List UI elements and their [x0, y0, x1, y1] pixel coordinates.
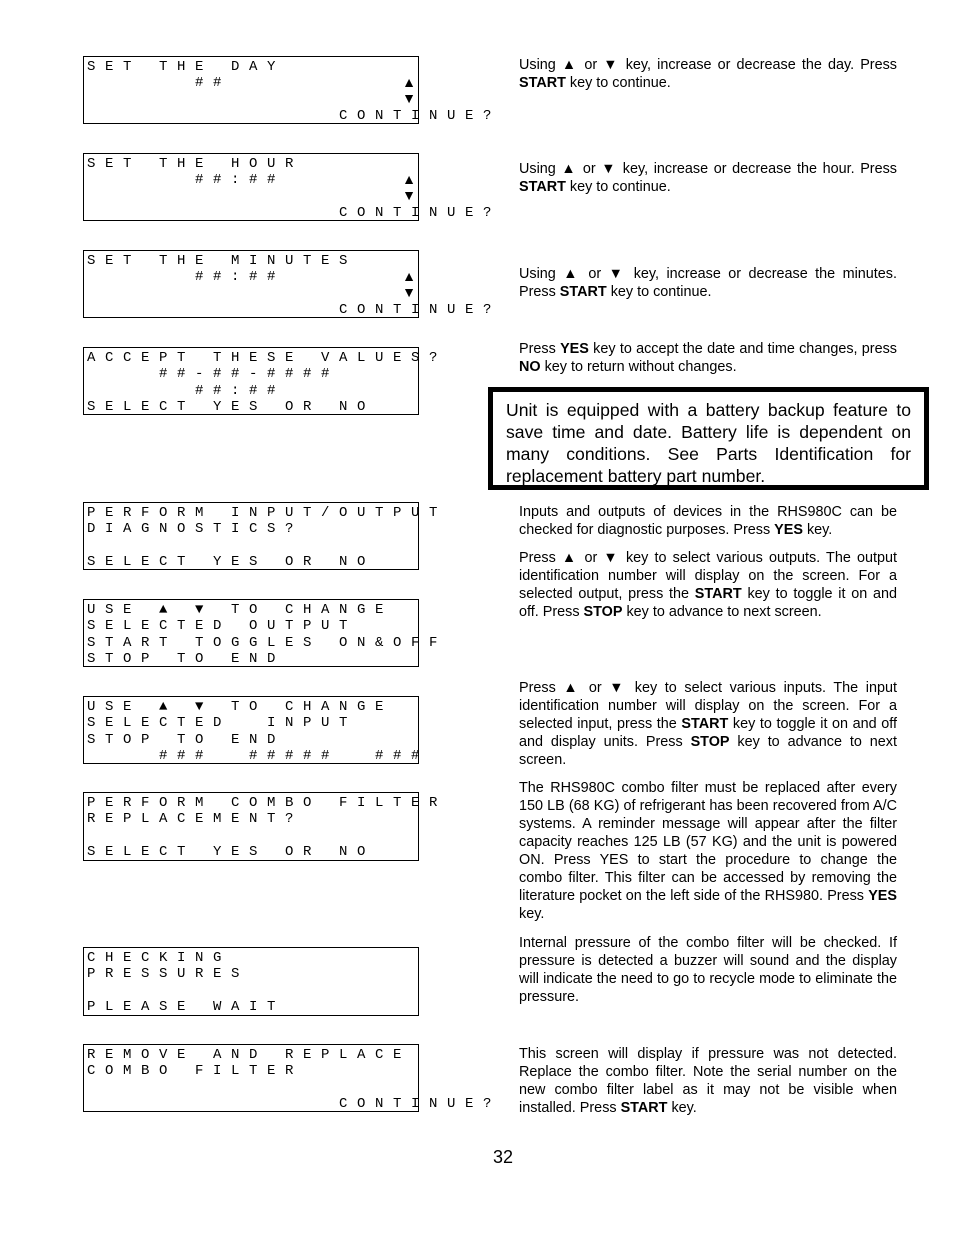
lcd-line: SELECTED INPUT [87, 715, 358, 731]
description-selected-output: Press ▲ or ▼ key to select various outputs. The output identification number will display on the screen. For a selected output, press the START key to toggle it on and off. Press STOP key to advance to next screen. [519, 550, 897, 620]
arrow-down-icon: ▼ [402, 187, 416, 203]
lcd-line: PERFORM COMBO FILTER [87, 795, 448, 811]
lcd-line: PERFORM INPUT/OUTPUT [87, 505, 448, 521]
lcd-line: SELECT YES OR NO [87, 399, 376, 415]
lcd-line: SELECT YES OR NO [87, 844, 376, 860]
description-set-day: Using ▲ or ▼ key, increase or decrease the day. Press START key to continue. [519, 57, 897, 91]
lcd-screen-checking-pressures [83, 947, 419, 1016]
arrow-down-icon: ▼ [402, 90, 416, 106]
lcd-line: ## [87, 75, 232, 91]
lcd-screen-remove-replace [83, 1044, 502, 1112]
battery-backup-note: Unit is equipped with a battery backup feature to save time and date. Battery life is dependent on many conditions. See Parts Identification for replacement battery part number. [488, 387, 929, 490]
arrow-up-icon: ▲ [402, 74, 416, 90]
description-remove-replace: This screen will display if pressure was not detected. Replace the combo filter. Note the serial number on the new combo filter label as it may not be visible when installed. Press START key. [519, 1046, 897, 1116]
description-combo-filter: The RHS980C combo filter must be replaced after every 150 LB (68 KG) of refrigerant has been recovered from A/C systems. A reminder message will appear after the filter capacity reaches 125 LB (57 KG) and the unit is powered ON. Press YES to start the procedure to change the combo filter. This filter can be accessed by removing the literature pocket on the left side of the RHS980. Press YES key. [519, 780, 897, 922]
lcd-line: ### ##### ### [87, 748, 430, 764]
lcd-line: SET THE DAY [87, 59, 286, 75]
lcd-line: SET THE MINUTES [87, 253, 358, 269]
description-io-diagnostics: Inputs and outputs of devices in the RHS980C can be checked for diagnostic purposes. Press YES key. [519, 504, 897, 538]
page-number: 32 [492, 1147, 514, 1167]
description-accept-values: Press YES key to accept the date and time changes, press NO key to return without changes. [519, 341, 897, 375]
arrow-up-icon: ▲ [402, 171, 416, 187]
lcd-line: REPLACEMENT? [87, 811, 304, 827]
lcd-line: ##:## [87, 172, 286, 188]
lcd-line: PRESSURES [87, 966, 250, 982]
lcd-line: REMOVE AND REPLACE [87, 1047, 412, 1063]
lcd-screen-combo-filter [83, 792, 448, 861]
lcd-line: ##:## [87, 383, 286, 399]
description-set-minutes: Using ▲ or ▼ key, increase or decrease the minutes. Press START key to continue. [519, 266, 897, 300]
lcd-line: CHECKING [87, 950, 232, 966]
lcd-line: CONTINUE? [87, 302, 502, 318]
lcd-line: ACCEPT THESE VALUES? [87, 350, 448, 366]
lcd-screen-set-minutes [83, 250, 502, 318]
arrow-up-icon: ▲ [402, 268, 416, 284]
lcd-screen-selected-output [83, 599, 448, 667]
arrow-down-icon: ▼ [402, 284, 416, 300]
lcd-line: CONTINUE? [87, 205, 502, 221]
lcd-line: STOP TO END [87, 651, 286, 667]
lcd-line: COMBO FILTER [87, 1063, 304, 1079]
description-checking-pressures: Internal pressure of the combo filter will be checked. If pressure is detected a buzzer will sound and the display will indicate the need to go to recycle mode to eliminate the pressure. [519, 935, 897, 1005]
lcd-line: ##-##-#### [87, 366, 340, 382]
lcd-screen-set-day [83, 56, 502, 124]
lcd-line: USE ▲ ▼ TO CHANGE [87, 699, 394, 715]
description-set-hour: Using ▲ or ▼ key, increase or decrease the hour. Press START key to continue. [519, 161, 897, 195]
lcd-line: START TOGGLES ON&OFF [87, 635, 448, 651]
lcd-line: SET THE HOUR [87, 156, 304, 172]
lcd-line: CONTINUE? [87, 1096, 502, 1112]
lcd-line: SELECTED OUTPUT [87, 618, 358, 634]
lcd-screen-io-diagnostics [83, 502, 448, 570]
lcd-screen-accept-values [83, 347, 448, 415]
lcd-screen-selected-input [83, 696, 430, 764]
lcd-line: ##:## [87, 269, 286, 285]
description-selected-input: Press ▲ or ▼ key to select various inputs. The input identification number will display on the screen. For a selected input, press the START key to toggle it on and off and display units. Press STOP key to advance to next screen. [519, 680, 897, 768]
lcd-screen-set-hour [83, 153, 502, 221]
lcd-line: DIAGNOSTICS? [87, 521, 304, 537]
lcd-line: CONTINUE? [87, 108, 502, 124]
lcd-line: USE ▲ ▼ TO CHANGE [87, 602, 394, 618]
lcd-line: SELECT YES OR NO [87, 554, 376, 570]
lcd-line: STOP TO END [87, 732, 286, 748]
lcd-line: PLEASE WAIT [87, 999, 286, 1015]
